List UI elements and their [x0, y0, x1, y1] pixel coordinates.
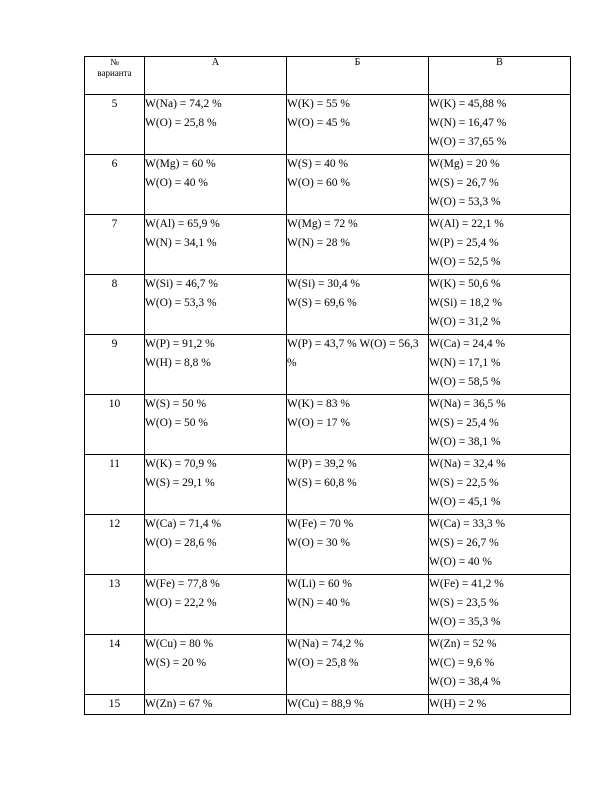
- composition-line: W(Si) = 30,4 %: [287, 278, 360, 290]
- table-row: [85, 515, 571, 575]
- column-c-cell: [429, 395, 571, 455]
- table-body: [85, 95, 571, 715]
- composition-line: W(K) = 50,6 %: [429, 278, 501, 290]
- column-c-cell: [429, 275, 571, 335]
- column-b-cell: [287, 515, 429, 575]
- column-b-cell: [287, 155, 429, 215]
- column-b-cell: [287, 95, 429, 155]
- column-a-cell: [145, 215, 287, 275]
- column-c-cell: [429, 635, 571, 695]
- composition-line: W(N) = 17,1 %: [429, 357, 501, 369]
- composition-line: W(S) = 60,8 %: [287, 477, 357, 489]
- composition-line: W(N) = 16,47 %: [429, 117, 507, 129]
- composition-line: W(Ca) = 33,3 %: [429, 518, 506, 530]
- column-c-cell: [429, 575, 571, 635]
- header-column-b: Б: [287, 57, 429, 95]
- composition-line: W(O) = 38,1 %: [429, 436, 501, 448]
- composition-line: W(Na) = 74,2 %: [145, 98, 222, 110]
- header-column-a: А: [145, 57, 287, 95]
- composition-line: W(Li) = 60 %: [287, 578, 352, 590]
- column-a-cell: [145, 275, 287, 335]
- table-row: [85, 575, 571, 635]
- variant-number-cell: 14: [85, 635, 145, 695]
- column-b-cell: [287, 395, 429, 455]
- composition-line: W(H) = 8,8 %: [145, 357, 211, 369]
- composition-line: W(Ca) = 71,4 %: [145, 518, 222, 530]
- composition-line: W(Ca) = 24,4 %: [429, 338, 506, 350]
- table-row: [85, 155, 571, 215]
- composition-line: W(N) = 34,1 %: [145, 237, 217, 249]
- composition-line: W(S) = 40 %: [287, 158, 349, 170]
- composition-line: W(K) = 45,88 %: [429, 98, 507, 110]
- composition-line: W(Al) = 22,1 %: [429, 218, 504, 230]
- composition-line: W(S) = 29,1 %: [145, 477, 215, 489]
- column-a-cell: [145, 695, 287, 715]
- column-a-cell: [145, 515, 287, 575]
- variant-number-cell: 15: [85, 695, 145, 715]
- column-c-cell: [429, 95, 571, 155]
- header-row: [85, 57, 571, 95]
- composition-line: W(Si) = 46,7 %: [145, 278, 218, 290]
- variants-table: [84, 56, 571, 715]
- composition-line: W(O) = 50 %: [145, 417, 209, 429]
- variant-number-cell: 8: [85, 275, 145, 335]
- composition-line: W(Cu) = 80 %: [145, 638, 214, 650]
- variant-number-cell: 12: [85, 515, 145, 575]
- variant-number-cell: 5: [85, 95, 145, 155]
- composition-line: W(S) = 20 %: [145, 657, 207, 669]
- column-b-cell: [287, 695, 429, 715]
- composition-line: W(S) = 26,7 %: [429, 537, 499, 549]
- column-c-cell: [429, 335, 571, 395]
- composition-line: W(O) = 53,3 %: [429, 196, 501, 208]
- column-c-cell: [429, 515, 571, 575]
- composition-line: W(O) = 45,1 %: [429, 496, 501, 508]
- composition-line: W(N) = 40 %: [287, 597, 351, 609]
- variant-number-cell: 10: [85, 395, 145, 455]
- header-variant-number: [85, 57, 145, 95]
- column-a-cell: [145, 95, 287, 155]
- column-b-cell: [287, 215, 429, 275]
- variant-number-cell: 6: [85, 155, 145, 215]
- composition-line: W(Cu) = 88,9 %: [287, 698, 364, 710]
- composition-line: W(Fe) = 41,2 %: [429, 578, 504, 590]
- variant-number-cell: 7: [85, 215, 145, 275]
- composition-line: W(N) = 28 %: [287, 237, 351, 249]
- composition-line: W(P) = 43,7 % W(O) = 56,3 %: [287, 338, 419, 369]
- column-a-cell: [145, 155, 287, 215]
- composition-line: W(O) = 25,8 %: [287, 657, 359, 669]
- composition-line: W(K) = 70,9 %: [145, 458, 217, 470]
- composition-line: W(Mg) = 72 %: [287, 218, 358, 230]
- composition-line: W(O) = 35,3 %: [429, 616, 501, 628]
- composition-line: W(O) = 40 %: [145, 177, 209, 189]
- composition-line: W(H) = 2 %: [429, 698, 487, 710]
- table-row: [85, 95, 571, 155]
- composition-line: W(O) = 53,3 %: [145, 297, 217, 309]
- composition-line: W(O) = 52,5 %: [429, 256, 501, 268]
- composition-line: W(S) = 69,6 %: [287, 297, 357, 309]
- composition-line: W(Fe) = 77,8 %: [145, 578, 220, 590]
- composition-line: W(Al) = 65,9 %: [145, 218, 220, 230]
- composition-line: W(Zn) = 52 %: [429, 638, 497, 650]
- composition-line: W(S) = 26,7 %: [429, 177, 499, 189]
- composition-line: W(O) = 28,6 %: [145, 537, 217, 549]
- column-a-cell: [145, 635, 287, 695]
- composition-line: W(S) = 25,4 %: [429, 417, 499, 429]
- column-a-cell: [145, 395, 287, 455]
- table-row: [85, 395, 571, 455]
- column-a-cell: [145, 455, 287, 515]
- table-row: [85, 635, 571, 695]
- column-b-cell: [287, 275, 429, 335]
- composition-line: W(S) = 23,5 %: [429, 597, 499, 609]
- table-row: [85, 335, 571, 395]
- table-row: [85, 275, 571, 335]
- composition-line: W(Na) = 36,5 %: [429, 398, 506, 410]
- composition-line: W(O) = 30 %: [287, 537, 351, 549]
- composition-line: W(O) = 37,65 %: [429, 136, 507, 148]
- table-row: [85, 695, 571, 715]
- column-b-cell: [287, 335, 429, 395]
- header-column-c: В: [429, 57, 571, 95]
- composition-line: W(C) = 9,6 %: [429, 657, 495, 669]
- table-row: [85, 215, 571, 275]
- composition-line: W(Mg) = 20 %: [429, 158, 500, 170]
- column-c-cell: [429, 215, 571, 275]
- header-variant-word: варианта: [97, 68, 132, 78]
- column-a-cell: [145, 575, 287, 635]
- variant-number-cell: 13: [85, 575, 145, 635]
- variant-number-cell: 9: [85, 335, 145, 395]
- composition-line: W(Zn) = 67 %: [145, 698, 213, 710]
- composition-line: W(Fe) = 70 %: [287, 518, 354, 530]
- composition-line: W(O) = 58,5 %: [429, 376, 501, 388]
- column-b-cell: [287, 455, 429, 515]
- composition-line: W(O) = 45 %: [287, 117, 351, 129]
- composition-line: W(O) = 60 %: [287, 177, 351, 189]
- variant-number-cell: 11: [85, 455, 145, 515]
- column-b-cell: [287, 635, 429, 695]
- composition-line: W(O) = 17 %: [287, 417, 351, 429]
- composition-line: W(O) = 25,8 %: [145, 117, 217, 129]
- composition-line: W(P) = 39,2 %: [287, 458, 357, 470]
- composition-line: W(O) = 40 %: [429, 556, 493, 568]
- composition-line: W(O) = 22,2 %: [145, 597, 217, 609]
- composition-line: W(K) = 55 %: [287, 98, 351, 110]
- column-c-cell: [429, 695, 571, 715]
- column-a-cell: [145, 335, 287, 395]
- composition-line: W(Na) = 32,4 %: [429, 458, 506, 470]
- column-c-cell: [429, 455, 571, 515]
- composition-line: W(S) = 22,5 %: [429, 477, 499, 489]
- column-c-cell: [429, 155, 571, 215]
- composition-line: W(P) = 91,2 %: [145, 338, 215, 350]
- column-b-cell: [287, 575, 429, 635]
- composition-line: W(Mg) = 60 %: [145, 158, 216, 170]
- table-row: [85, 455, 571, 515]
- composition-line: W(Na) = 74,2 %: [287, 638, 364, 650]
- composition-line: W(K) = 83 %: [287, 398, 351, 410]
- composition-line: W(O) = 31,2 %: [429, 316, 501, 328]
- composition-line: W(S) = 50 %: [145, 398, 207, 410]
- header-number-sign: №: [110, 57, 119, 67]
- composition-line: W(Si) = 18,2 %: [429, 297, 502, 309]
- composition-line: W(P) = 25,4 %: [429, 237, 499, 249]
- composition-line: W(O) = 38,4 %: [429, 676, 501, 688]
